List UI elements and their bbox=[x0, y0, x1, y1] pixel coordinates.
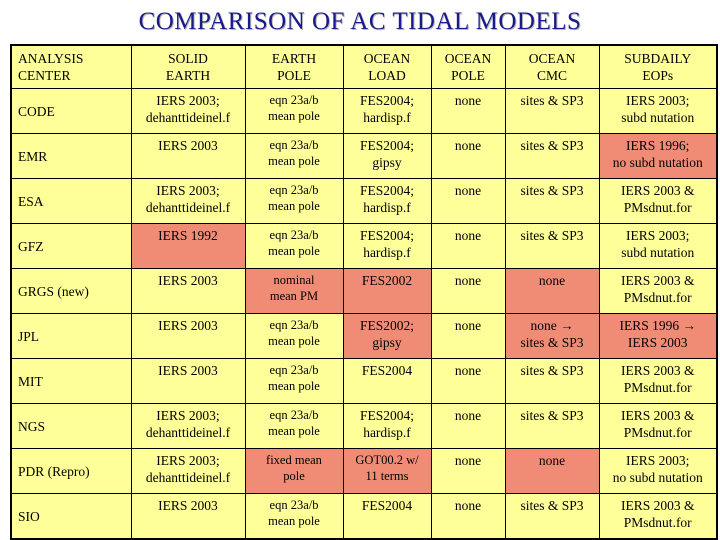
header-earth-pole: EARTH POLE bbox=[245, 45, 343, 89]
header-solid-earth: SOLID EARTH bbox=[131, 45, 245, 89]
ocean-load-cell: FES2002 bbox=[343, 269, 431, 314]
earth-pole-cell: eqn 23a/b mean pole bbox=[245, 224, 343, 269]
page-title: COMPARISON OF AC TIDAL MODELS bbox=[138, 8, 582, 35]
subdaily-eops-cell: IERS 2003 & PMsdnut.for bbox=[599, 179, 717, 224]
solid-earth-cell: IERS 2003 bbox=[131, 134, 245, 179]
ocean-load-cell: FES2002; gipsy bbox=[343, 314, 431, 359]
earth-pole-cell: eqn 23a/b mean pole bbox=[245, 359, 343, 404]
table-row bbox=[11, 224, 717, 269]
subdaily-eops-cell: IERS 1996 → IERS 2003 bbox=[599, 314, 717, 359]
subdaily-eops-cell: IERS 2003 & PMsdnut.for bbox=[599, 494, 717, 540]
header-ocean-cmc: OCEAN CMC bbox=[505, 45, 599, 89]
ocean-load-cell: GOT00.2 w/ 11 terms bbox=[343, 449, 431, 494]
solid-earth-cell: IERS 2003 bbox=[131, 494, 245, 540]
analysis-center-cell: ESA bbox=[11, 179, 131, 224]
analysis-center-cell: EMR bbox=[11, 134, 131, 179]
analysis-center-cell: GFZ bbox=[11, 224, 131, 269]
ocean-load-cell: FES2004; gipsy bbox=[343, 134, 431, 179]
ocean-cmc-cell: sites & SP3 bbox=[505, 494, 599, 540]
subdaily-eops-cell: IERS 2003 & PMsdnut.for bbox=[599, 404, 717, 449]
header-subdaily-eops: SUBDAILY EOPs bbox=[599, 45, 717, 89]
tidal-models-table bbox=[10, 44, 718, 540]
ocean-cmc-cell: sites & SP3 bbox=[505, 134, 599, 179]
analysis-center-cell: MIT bbox=[11, 359, 131, 404]
header-row bbox=[11, 45, 717, 89]
earth-pole-cell: eqn 23a/b mean pole bbox=[245, 494, 343, 540]
earth-pole-cell: eqn 23a/b mean pole bbox=[245, 89, 343, 134]
ocean-load-cell: FES2004; hardisp.f bbox=[343, 89, 431, 134]
solid-earth-cell: IERS 2003 bbox=[131, 314, 245, 359]
table-row bbox=[11, 404, 717, 449]
solid-earth-cell: IERS 2003; dehanttideinel.f bbox=[131, 449, 245, 494]
solid-earth-cell: IERS 2003; dehanttideinel.f bbox=[131, 179, 245, 224]
ocean-pole-cell: none bbox=[431, 179, 505, 224]
subdaily-eops-cell: IERS 2003; no subd nutation bbox=[599, 449, 717, 494]
table-row bbox=[11, 134, 717, 179]
ocean-cmc-cell: none bbox=[505, 269, 599, 314]
ocean-pole-cell: none bbox=[431, 269, 505, 314]
subdaily-eops-cell: IERS 2003 & PMsdnut.for bbox=[599, 359, 717, 404]
ocean-cmc-cell: sites & SP3 bbox=[505, 404, 599, 449]
ocean-pole-cell: none bbox=[431, 359, 505, 404]
earth-pole-cell: fixed mean pole bbox=[245, 449, 343, 494]
solid-earth-cell: IERS 2003; dehanttideinel.f bbox=[131, 89, 245, 134]
ocean-pole-cell: none bbox=[431, 314, 505, 359]
header-ocean-pole: OCEAN POLE bbox=[431, 45, 505, 89]
ocean-pole-cell: none bbox=[431, 404, 505, 449]
header-ocean-load: OCEAN LOAD bbox=[343, 45, 431, 89]
earth-pole-cell: eqn 23a/b mean pole bbox=[245, 134, 343, 179]
ocean-load-cell: FES2004 bbox=[343, 359, 431, 404]
solid-earth-cell: IERS 2003 bbox=[131, 269, 245, 314]
analysis-center-cell: PDR (Repro) bbox=[11, 449, 131, 494]
ocean-cmc-cell: sites & SP3 bbox=[505, 179, 599, 224]
ocean-pole-cell: none bbox=[431, 89, 505, 134]
subdaily-eops-cell: IERS 2003; subd nutation bbox=[599, 89, 717, 134]
ocean-cmc-cell: none bbox=[505, 449, 599, 494]
subdaily-eops-cell: IERS 2003; subd nutation bbox=[599, 224, 717, 269]
analysis-center-cell: JPL bbox=[11, 314, 131, 359]
subdaily-eops-cell: IERS 1996; no subd nutation bbox=[599, 134, 717, 179]
analysis-center-cell: GRGS (new) bbox=[11, 269, 131, 314]
table-row bbox=[11, 89, 717, 134]
ocean-pole-cell: none bbox=[431, 134, 505, 179]
ocean-pole-cell: none bbox=[431, 494, 505, 540]
ocean-pole-cell: none bbox=[431, 224, 505, 269]
earth-pole-cell: eqn 23a/b mean pole bbox=[245, 314, 343, 359]
ocean-cmc-cell: sites & SP3 bbox=[505, 359, 599, 404]
solid-earth-cell: IERS 2003 bbox=[131, 359, 245, 404]
analysis-center-cell: CODE bbox=[11, 89, 131, 134]
table-row bbox=[11, 314, 717, 359]
solid-earth-cell: IERS 1992 bbox=[131, 224, 245, 269]
table-row bbox=[11, 449, 717, 494]
table-row bbox=[11, 179, 717, 224]
table-row bbox=[11, 494, 717, 540]
ocean-load-cell: FES2004; hardisp.f bbox=[343, 404, 431, 449]
ocean-load-cell: FES2004; hardisp.f bbox=[343, 179, 431, 224]
table-row bbox=[11, 269, 717, 314]
earth-pole-cell: eqn 23a/b mean pole bbox=[245, 404, 343, 449]
ocean-cmc-cell: sites & SP3 bbox=[505, 224, 599, 269]
analysis-center-cell: SIO bbox=[11, 494, 131, 540]
earth-pole-cell: nominal mean PM bbox=[245, 269, 343, 314]
earth-pole-cell: eqn 23a/b mean pole bbox=[245, 179, 343, 224]
table-row bbox=[11, 359, 717, 404]
ocean-cmc-cell: none → sites & SP3 bbox=[505, 314, 599, 359]
ocean-pole-cell: none bbox=[431, 449, 505, 494]
solid-earth-cell: IERS 2003; dehanttideinel.f bbox=[131, 404, 245, 449]
ocean-cmc-cell: sites & SP3 bbox=[505, 89, 599, 134]
ocean-load-cell: FES2004 bbox=[343, 494, 431, 540]
analysis-center-cell: NGS bbox=[11, 404, 131, 449]
ocean-load-cell: FES2004; hardisp.f bbox=[343, 224, 431, 269]
subdaily-eops-cell: IERS 2003 & PMsdnut.for bbox=[599, 269, 717, 314]
header-analysis-center: ANALYSIS CENTER bbox=[11, 45, 131, 89]
